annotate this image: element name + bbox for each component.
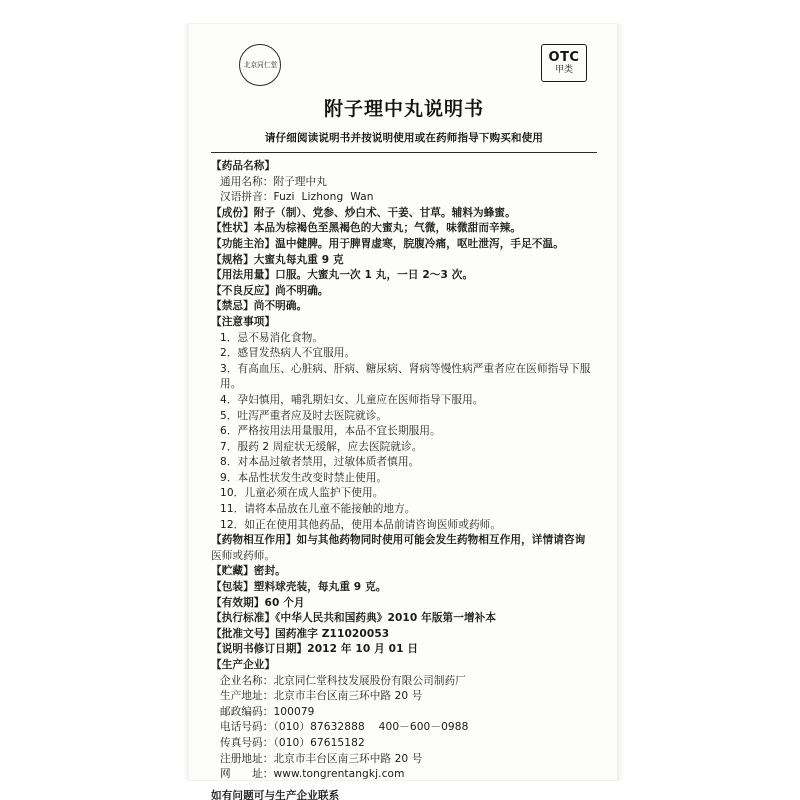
manufacturer-line: 电话号码：（010）87632888 400－600－0988 <box>220 721 469 734</box>
leaflet-header <box>211 38 597 92</box>
section-heading: 【说明书修订日期】2012 年 10 月 01 日 <box>211 643 419 656</box>
section-heading: 【成份】附子（制）、党参、炒白术、干姜、甘草。辅料为蜂蜜。 <box>211 206 516 219</box>
section-heading: 【规格】大蜜丸每丸重 9 克 <box>211 253 344 266</box>
section-block <box>211 533 597 564</box>
otc-badge-sub: 甲类 <box>554 65 573 75</box>
manufacturer-line: 邮政编码：100079 <box>220 705 315 718</box>
footer-note: 如有问题可与生产企业联系 <box>211 789 340 800</box>
notice-item: 10．儿童必须在成人监护下使用。 <box>220 487 384 500</box>
notice-item: 4．孕妇慎用，哺乳期妇女、儿童应在医师指导下服用。 <box>220 393 484 406</box>
notice-item: 11．请将本品放在儿童不能接触的地方。 <box>220 503 416 516</box>
notice-item: 9．本品性状发生改变时禁止使用。 <box>220 471 388 484</box>
section-line: 通用名称：附子理中丸 <box>220 175 327 188</box>
otc-badge-main: OTC <box>548 50 580 65</box>
section-heading: 【功能主治】温中健脾。用于脾胃虚寒，脘腹冷痛，呕吐泄泻，手足不温。 <box>211 237 564 250</box>
page-title: 附子理中丸说明书 <box>323 98 484 120</box>
brand-logo-icon <box>239 44 281 86</box>
section-heading: 【禁忌】尚不明确。 <box>211 300 308 313</box>
section-heading: 【生产企业】 <box>211 659 276 671</box>
leaflet-content <box>211 38 597 800</box>
notice-item: 8．对本品过敏者禁用，过敏体质者慎用。 <box>220 456 420 469</box>
notice-item: 12．如正在使用其他药品，使用本品前请咨询医师或药师。 <box>220 518 502 531</box>
notice-item: 1．忌不易消化食物。 <box>220 331 324 344</box>
medicine-leaflet-sheet <box>188 24 618 800</box>
section-heading: 【有效期】60 个月 <box>211 596 305 609</box>
notice-item: 7．服药 2 周症状无缓解，应去医院就诊。 <box>220 440 423 453</box>
manufacturer-line: 注册地址：北京市丰台区南三环中路 20 号 <box>220 752 423 765</box>
section-heading: 【执行标准】《中华人民共和国药典》2010 年版第一增补本 <box>211 612 497 625</box>
section-heading: 【药物相互作用】如与其他药物同时使用可能会发生药物相互作用，详情请咨询 <box>211 534 586 547</box>
section-heading: 【注意事项】 <box>211 315 276 328</box>
notice-item: 6．严格按用法用量服用，本品不宜长期服用。 <box>220 425 441 438</box>
section-heading: 【不良反应】尚不明确。 <box>211 284 329 297</box>
otc-badge <box>541 44 587 82</box>
page-subtitle: 请仔细阅读说明书并按说明使用或在药师指导下购买和使用 <box>264 132 544 144</box>
title-divider <box>211 152 597 153</box>
section-line: 医师或药师。 <box>211 549 276 562</box>
manufacturer-line: 生产地址：北京市丰台区南三环中路 20 号 <box>220 690 423 703</box>
leaflet-body <box>211 159 597 800</box>
manufacturer-line: 企业名称：北京同仁堂科技发展股份有限公司制药厂 <box>220 674 466 687</box>
section-heading: 【药品名称】 <box>211 160 276 172</box>
section-block <box>211 159 597 206</box>
section-line: 汉语拼音：Fuzi Lizhong Wan <box>220 191 374 204</box>
section-block <box>211 315 597 533</box>
brand-logo-label: 北京同仁堂 <box>243 61 277 69</box>
manufacturer-line: 网 址：www.tongrentangkj.com <box>220 768 405 781</box>
manufacturer-line: 传真号码：（010）67615182 <box>220 736 365 749</box>
section-heading: 【性状】本品为棕褐色至黑褐色的大蜜丸；气微，味微甜而辛辣。 <box>211 222 522 235</box>
section-heading: 【包装】塑料球壳装，每丸重 9 克。 <box>211 581 387 594</box>
notice-item: 3．有高血压、心脏病、肝病、糖尿病、肾病等慢性病严重者应在医师指导下服用。 <box>220 362 591 391</box>
section-heading: 【批准文号】国药准字 Z11020053 <box>211 627 390 640</box>
section-heading: 【用法用量】口服。大蜜丸一次 1 丸，一日 2～3 次。 <box>211 269 474 282</box>
notice-item: 2．感冒发热病人不宜服用。 <box>220 347 356 360</box>
section-heading: 【贮藏】密封。 <box>211 565 286 578</box>
manufacturer-block <box>211 658 597 783</box>
notice-item: 5．吐泻严重者应及时去医院就诊。 <box>220 409 388 422</box>
